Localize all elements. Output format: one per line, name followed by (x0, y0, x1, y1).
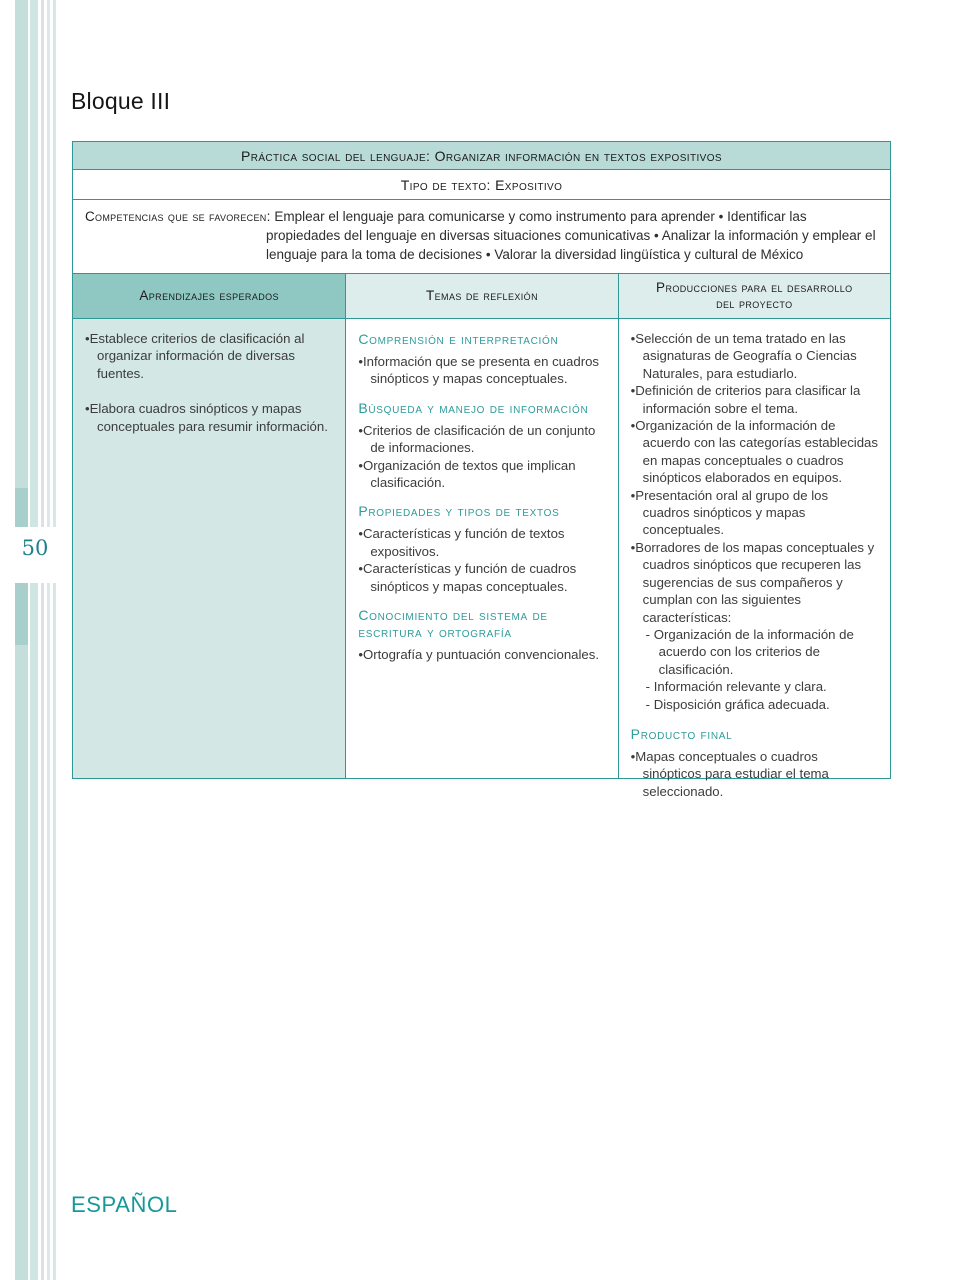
footer-subject-label: ESPAÑOL (71, 1192, 178, 1217)
section-list (358, 422, 605, 492)
stripe-wide-top (15, 0, 28, 527)
stripe-dark-segment-below-folio (15, 583, 28, 645)
column-header-temas: Temas de reflexión (345, 274, 617, 318)
bullet-item: • Características y función de cuadros sinópticos y mapas conceptuales. (358, 560, 605, 595)
temas-section (358, 400, 605, 492)
table-body-row (73, 319, 890, 799)
bullet-item: • Borradores de los mapas conceptuales y cuadros sinópticos que recuperen las sugerencias de sus compañeros y cumplan con las siguientes características: (631, 539, 878, 626)
section-list (358, 353, 605, 388)
bullet-item: • Características y función de textos expositivos. (358, 525, 605, 560)
column-header-aprendizajes: Aprendizajes esperados (73, 274, 345, 318)
stripe-thin1-top (41, 0, 44, 527)
competencias-paragraph (85, 207, 876, 264)
producto-final-section (631, 726, 878, 800)
bullet-item: • Presentación oral al grupo de los cuadros sinópticos y mapas conceptuales. (631, 487, 878, 539)
section-list (631, 748, 878, 800)
producciones-list (631, 330, 878, 713)
dash-item: - Organización de la información de acuerdo con los criterios de clasificación. (646, 626, 878, 678)
page-number: 50 (21, 536, 49, 560)
bullet-item: • Organización de la información de acuerdo con las categorías establecidas en mapas conceptuales o cuadros sinópticos elaborados en equipos. (631, 417, 878, 487)
aprendizajes-list (85, 330, 333, 435)
dash-item: - Información relevante y clara. (646, 678, 878, 695)
bullet-item: • Información que se presenta en cuadros sinópticos y mapas conceptuales. (358, 353, 605, 388)
stripe-thin2-bottom (47, 583, 50, 1280)
competencias-label: Competencias que se favorecen: (85, 209, 271, 224)
bullet-item: • Ortografía y puntuación convencionales. (358, 646, 605, 663)
stripe-thin2-top (47, 0, 50, 527)
section-heading: Propiedades y tipos de textos (358, 503, 560, 520)
section-heading: Conocimiento del sistema de escritura y ortografía (358, 607, 548, 641)
cell-producciones (618, 319, 890, 799)
dash-item: - Disposición gráfica adecuada. (646, 696, 878, 713)
column-header-producciones: Producciones para el desarrollo del proyecto (618, 274, 890, 318)
bullet-item: • Elabora cuadros sinópticos y mapas conceptuales para resumir información. (85, 400, 333, 435)
bullet-item: • Definición de criterios para clasificar la información sobre el tema. (631, 382, 878, 417)
curriculum-table (72, 141, 891, 799)
stripe-dark-segment-above-folio (15, 488, 28, 527)
stripe-medium-bottom (30, 583, 38, 1280)
competencias-row (73, 200, 890, 274)
bullet-item: • Mapas conceptuales o cuadros sinópticos para estudiar el tema seleccionado. (631, 748, 878, 800)
bullet-item: • Criterios de clasificación de un conjunto de informaciones. (358, 422, 605, 457)
bullet-item: • Organización de textos que implican clasificación. (358, 457, 605, 492)
column-header-row (73, 274, 890, 319)
bullet-item: • Selección de un tema tratado en las asignaturas de Geografía o Ciencias Naturales, para estudiarlo. (631, 330, 878, 382)
stripe-thin3-bottom (53, 583, 56, 1280)
cell-aprendizajes (73, 319, 345, 778)
stripe-wide-bottom (15, 583, 28, 1280)
temas-section (358, 503, 605, 595)
bullet-item: • Establece criterios de clasificación al organizar información de diversas fuentes. (85, 330, 333, 382)
section-heading: Búsqueda y manejo de información (358, 399, 589, 416)
competencias-text: Emplear el lenguaje para comunicarse y como instrumento para aprender • Identificar las propiedades del lenguaje en diversas situaciones comunicativas • Analizar la información y emplear el lenguaje para la toma de decisiones • Valorar la diversidad lingüística y cultural de México (266, 209, 876, 262)
stripe-thin1-bottom (41, 583, 44, 1280)
section-heading: Comprensión e interpretación (358, 331, 559, 347)
stripe-medium-top (30, 0, 38, 527)
section-list (358, 646, 605, 663)
tipo-de-texto-row: Tipo de texto: Expositivo (73, 170, 890, 200)
temas-section (358, 331, 605, 388)
cell-temas (345, 319, 617, 778)
section-heading: Producto final (630, 725, 733, 742)
section-list (358, 525, 605, 595)
stripe-thin3-top (53, 0, 56, 527)
temas-section (358, 607, 605, 663)
practica-social-row: Práctica social del lenguaje: Organizar información en textos expositivos (73, 142, 890, 170)
page-title: Bloque III (71, 88, 171, 114)
